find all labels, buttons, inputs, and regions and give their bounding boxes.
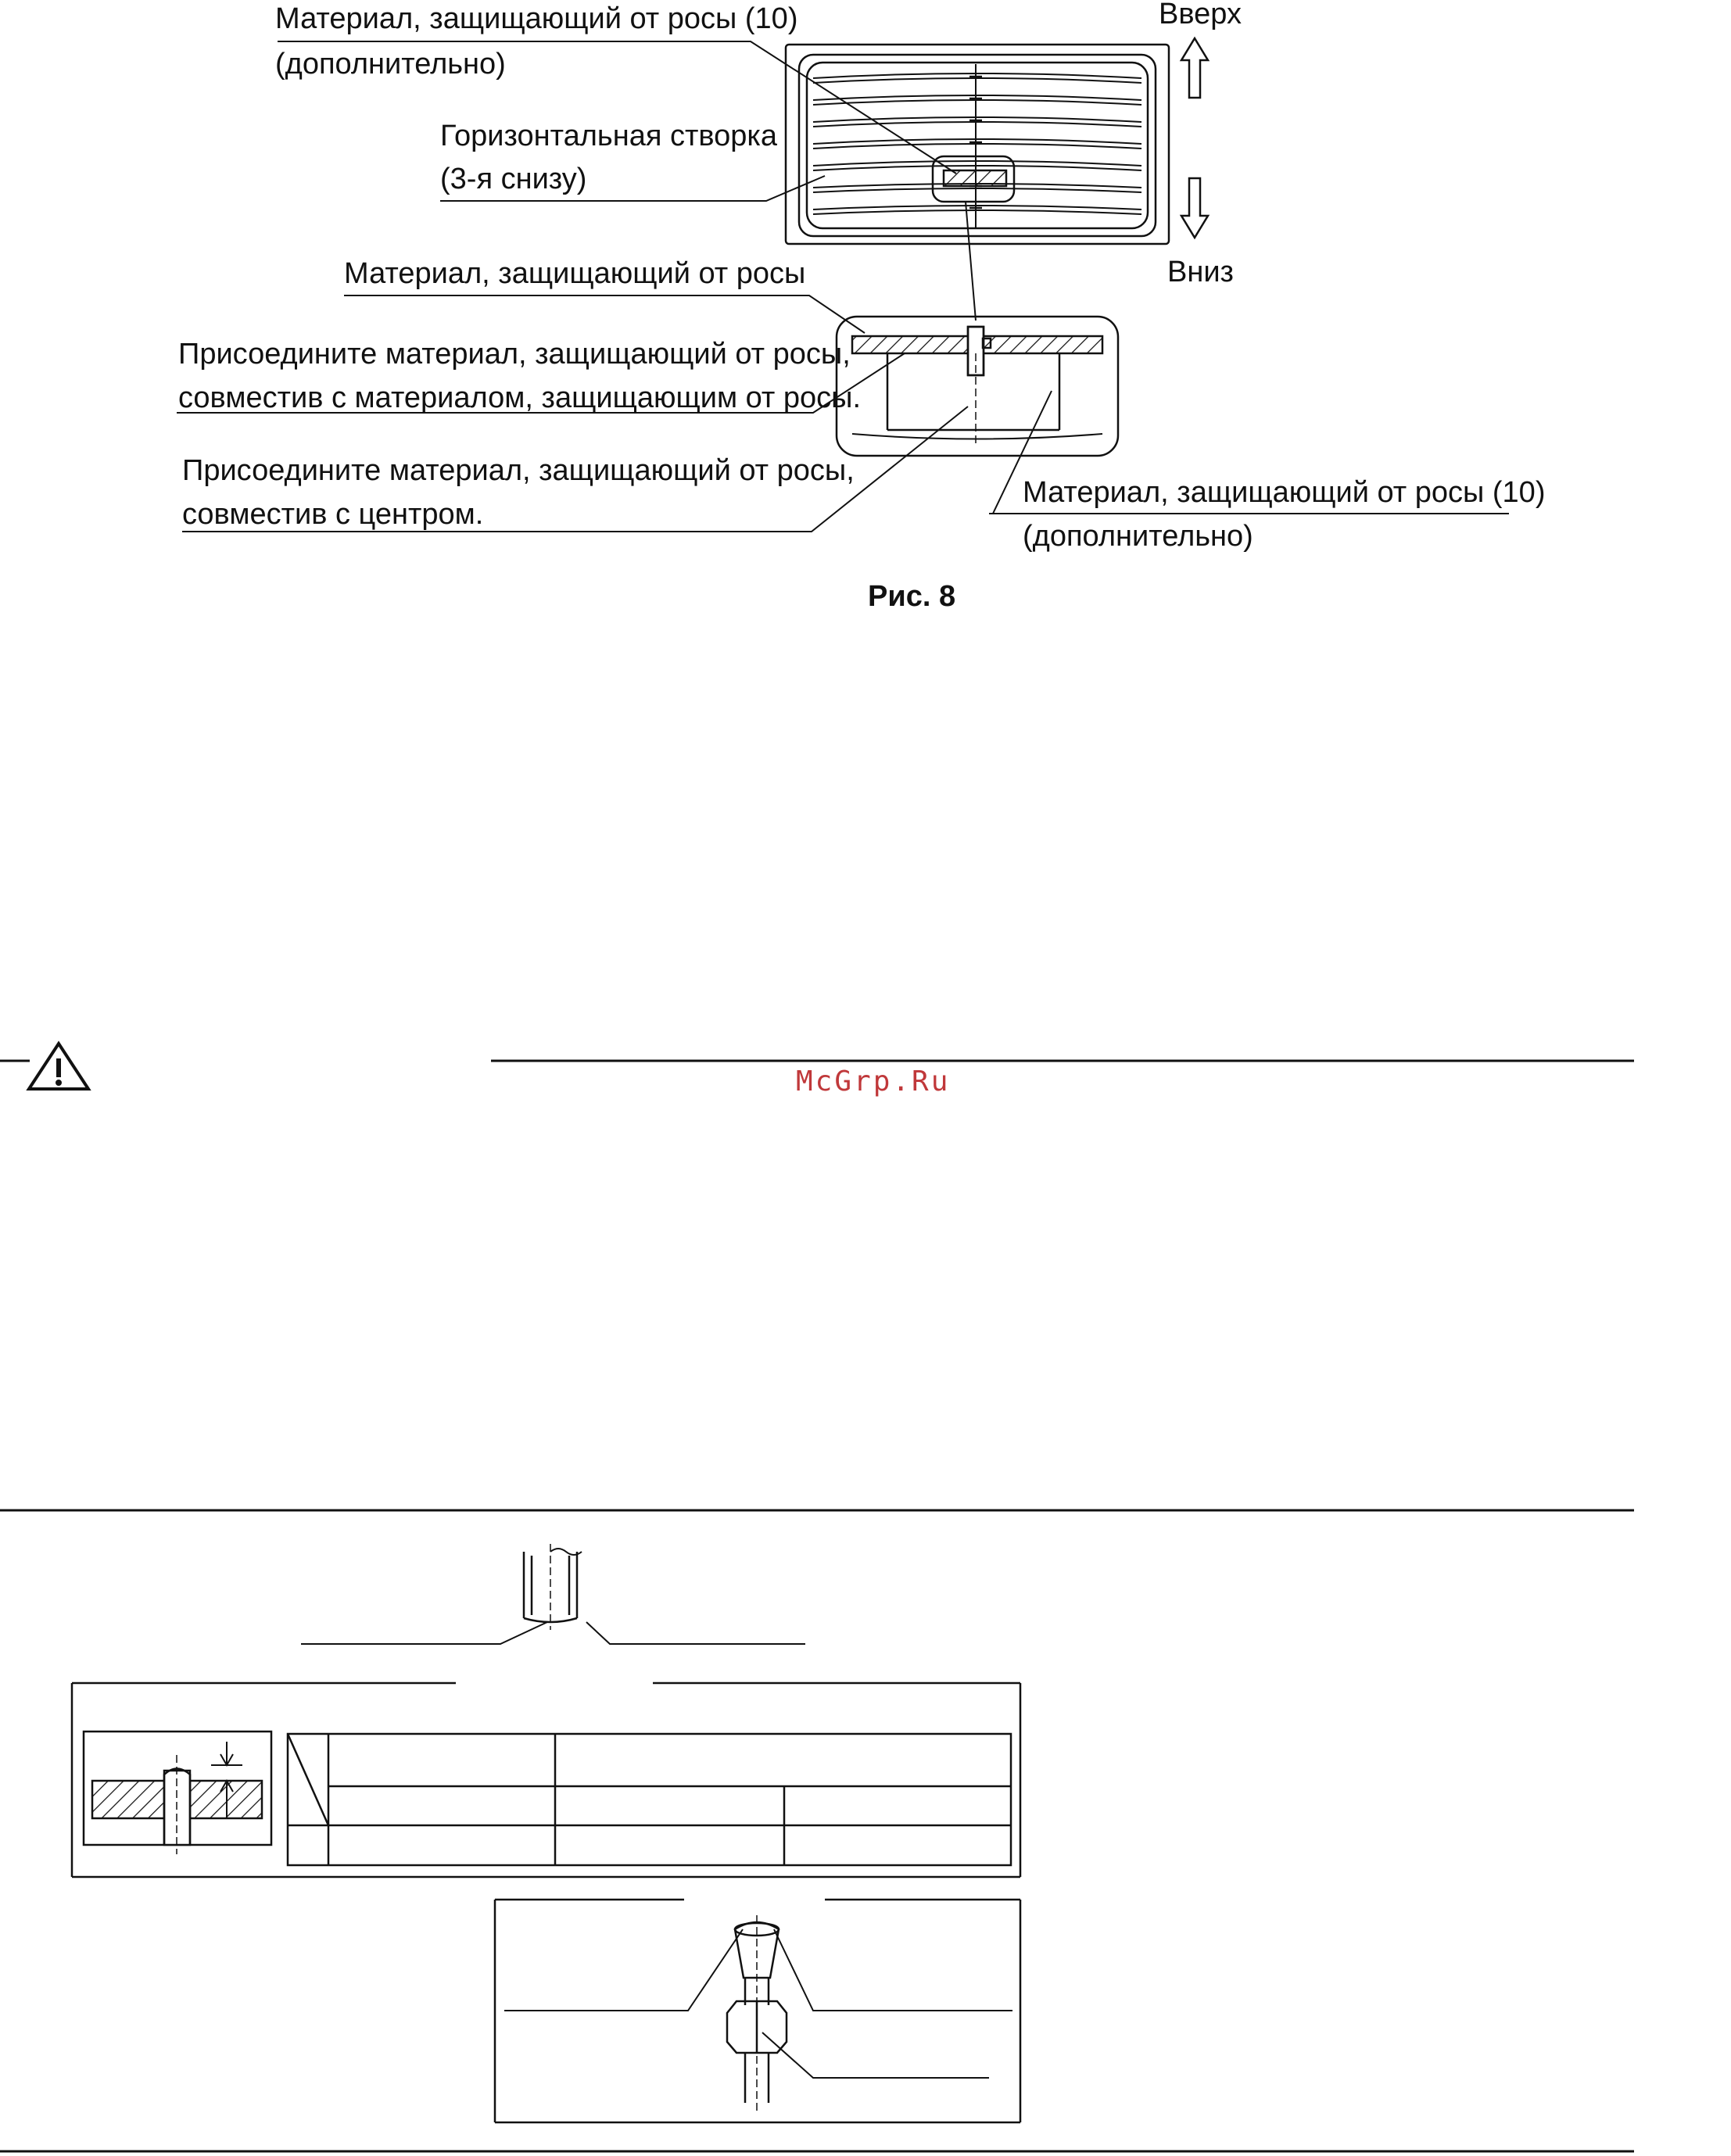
label-third-from-bottom: (3-я снизу) — [440, 163, 587, 195]
label-down: Вниз — [1167, 256, 1234, 288]
unit-front-view — [786, 45, 1169, 244]
label-attach-instruction-2: Присоедините материал, защищающий от росы, — [182, 454, 855, 487]
flare-nut-icon — [727, 1915, 787, 2111]
label-dew-protection: Материал, защищающий от росы — [344, 257, 806, 290]
watermark: McGrp.Ru — [796, 1065, 951, 1098]
detail-view — [837, 317, 1118, 456]
label-horizontal-flap: Горизонтальная створка — [440, 120, 778, 152]
label-attach-instruction-2b: совместив с центром. — [182, 498, 484, 531]
label-attach-instruction-1b: совместив с материалом, защищающим от росы. — [178, 381, 862, 414]
flare-nut-box — [495, 1900, 1020, 2122]
arrow-down-icon — [1181, 178, 1208, 238]
pipe-end-icon — [524, 1544, 582, 1630]
label-optional: (дополнительно) — [275, 48, 506, 81]
dimension-table-box — [72, 1683, 1020, 1877]
label-dew-protection-10: Материал, защищающий от росы (10) — [275, 2, 798, 35]
label-up: Вверх — [1159, 0, 1242, 30]
arrow-up-icon — [1181, 38, 1208, 98]
label-dew-protection-10b: Материал, защищающий от росы (10) — [1023, 476, 1546, 509]
label-attach-instruction-1: Присоедините материал, защищающий от росы, — [178, 338, 851, 371]
label-optional-b: (дополнительно) — [1023, 520, 1253, 553]
figure-caption: Рис. 8 — [868, 580, 956, 613]
